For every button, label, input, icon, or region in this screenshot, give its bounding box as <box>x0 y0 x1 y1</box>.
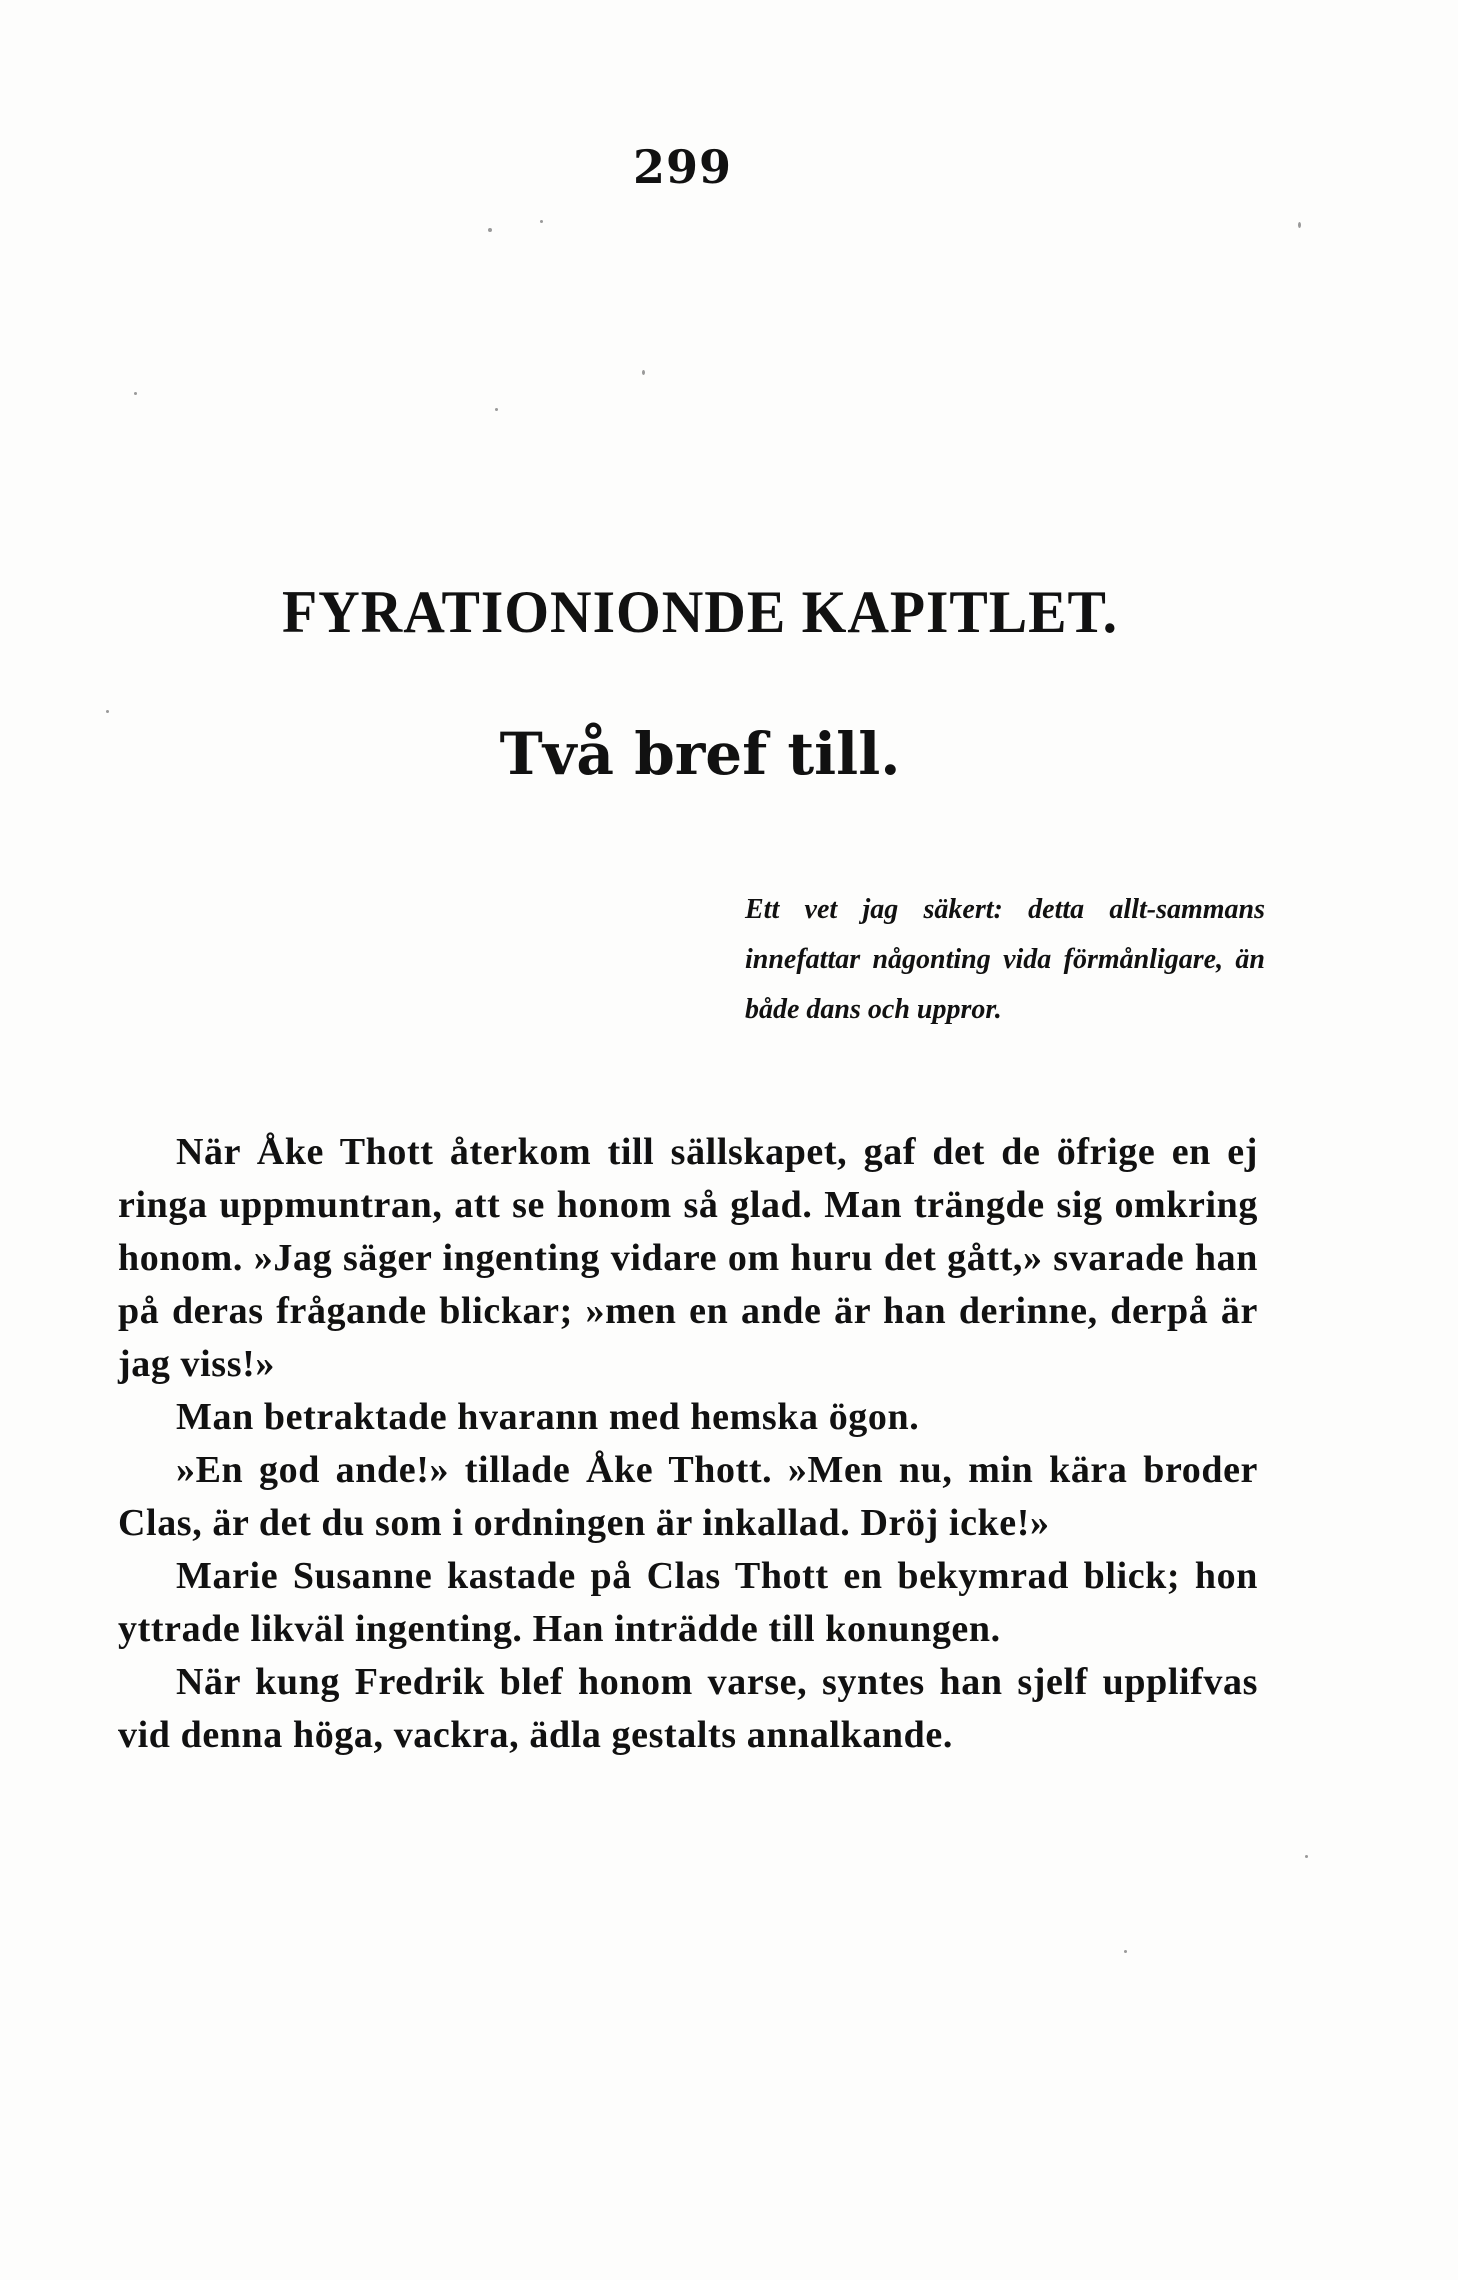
paragraph: Marie Susanne kastade på Clas Thott en bekymrad blick; hon yttrade likväl ingenting. Han inträdde till konungen. <box>118 1555 1258 1650</box>
scan-speck <box>1124 1950 1127 1953</box>
scan-speck <box>106 710 109 713</box>
scan-speck <box>495 408 498 411</box>
scan-speck <box>540 220 543 223</box>
page-number: 299 <box>632 140 733 194</box>
chapter-title: FYRATIONIONDE KAPITLET. <box>281 579 1119 645</box>
paragraph: När Åke Thott återkom till sällskapet, gaf det de öfrige en ej ringa uppmuntran, att se honom så glad. Man trängde sig omkring honom. »Jag säger ingenting vidare om huru det gått,» svarade han på deras frågande blickar; »men en ande är han derinne, derpå är jag viss!» <box>118 1131 1258 1385</box>
scan-speck <box>642 370 645 375</box>
epigraph: Ett vet jag säkert: detta allt-sammans innefattar någonting vida förmånligare, än både dans och uppror. <box>745 894 1265 1025</box>
body-text <box>118 1126 1258 1762</box>
scan-speck <box>134 392 137 395</box>
scan-speck <box>488 228 492 232</box>
paragraph: När kung Fredrik blef honom varse, syntes han sjelf upplifvas vid denna höga, vackra, ädla gestalts annalkande. <box>118 1661 1258 1756</box>
scan-speck <box>1298 222 1301 228</box>
paragraph: »En god ande!» tillade Åke Thott. »Men nu, min kära broder Clas, är det du som i ordningen är inkallad. Dröj icke!» <box>118 1449 1258 1544</box>
paragraph: Man betraktade hvarann med hemska ögon. <box>176 1396 920 1438</box>
scan-speck <box>1305 1855 1308 1858</box>
chapter-subtitle: Två bref till. <box>499 720 901 788</box>
